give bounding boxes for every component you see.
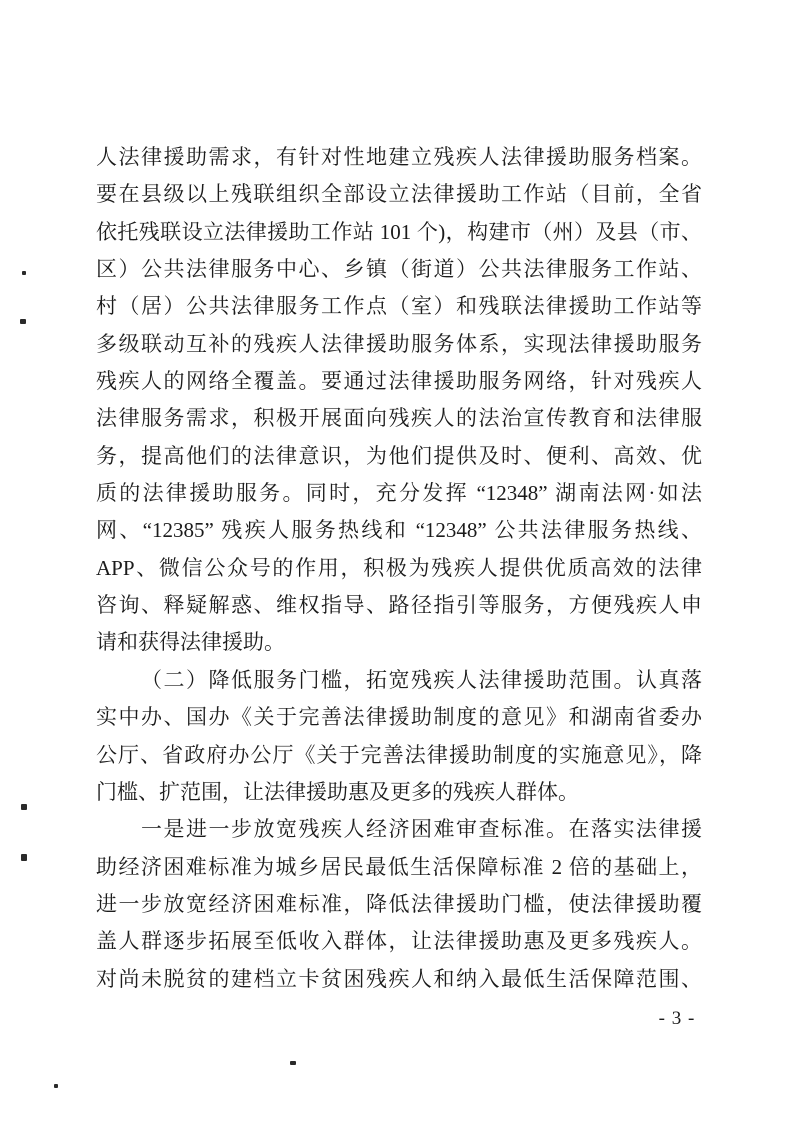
text-line: 盖人群逐步拓展至低收入群体，让法律援助惠及更多残疾人。 [96, 929, 702, 954]
text-line: 进一步放宽经济困难标准，降低法律援助门槛，使法律援助覆 [96, 891, 702, 916]
text-line: 多级联动互补的残疾人法律援助服务体系，实现法律援助服务 [96, 331, 702, 356]
scan-speck [21, 804, 27, 810]
text-line: 门槛、扩范围，让法律援助惠及更多的残疾人群体。 [96, 779, 579, 804]
text-line: 残疾人的网络全覆盖。要通过法律援助服务网络，针对残疾人 [96, 369, 702, 394]
text-line: 助经济困难标准为城乡居民最低生活保障标准 2 倍的基础上， [96, 854, 702, 879]
text-line: 对尚未脱贫的建档立卡贫困残疾人和纳入最低生活保障范围、 [96, 966, 702, 991]
text-line: 区）公共法律服务中心、乡镇（街道）公共法律服务工作站、 [96, 257, 702, 282]
text-line: 公厅、省政府办公厅《关于完善法律援助制度的实施意见》，降 [96, 742, 702, 767]
text-line: 依托残联设立法律援助工作站 101 个)，构建市（州）及县（市、 [96, 219, 702, 244]
scan-speck [54, 1084, 58, 1088]
scan-speck [290, 1061, 296, 1065]
text-line: 一是进一步放宽残疾人经济困难审查标准。在落实法律援 [141, 817, 702, 842]
text-line: 村（居）公共法律服务工作点（室）和残联法律援助工作站等 [96, 294, 702, 319]
text-line: 请和获得法律援助。 [96, 630, 285, 655]
text-line: APP、微信公众号的作用，积极为残疾人提供优质高效的法律 [96, 555, 702, 580]
text-line: 要在县级以上残联组织全部设立法律援助工作站（目前，全省 [96, 182, 702, 207]
text-line: 咨询、释疑解惑、维权指导、路径指引等服务，方便残疾人申 [96, 593, 702, 618]
page-number: - 3 - [658, 1008, 696, 1029]
scan-speck [21, 854, 27, 861]
text-line: 实中办、国办《关于完善法律援助制度的意见》和湖南省委办 [96, 705, 702, 730]
text-line: 网、“12385” 残疾人服务热线和 “12348” 公共法律服务热线、 [96, 518, 702, 543]
scan-speck [20, 319, 26, 324]
text-line: 法律服务需求，积极开展面向残疾人的法治宣传教育和法律服 [96, 406, 702, 431]
text-line: 人法律援助需求，有针对性地建立残疾人法律援助服务档案。 [96, 145, 702, 169]
scan-speck [22, 271, 26, 275]
text-line: 质的法律援助服务。同时，充分发挥 “12348” 湖南法网·如法 [96, 481, 702, 506]
text-line: （二）降低服务门槛，拓宽残疾人法律援助范围。认真落 [141, 667, 702, 692]
document-text [96, 139, 702, 998]
text-line: 务，提高他们的法律意识，为他们提供及时、便利、高效、优 [96, 443, 702, 468]
